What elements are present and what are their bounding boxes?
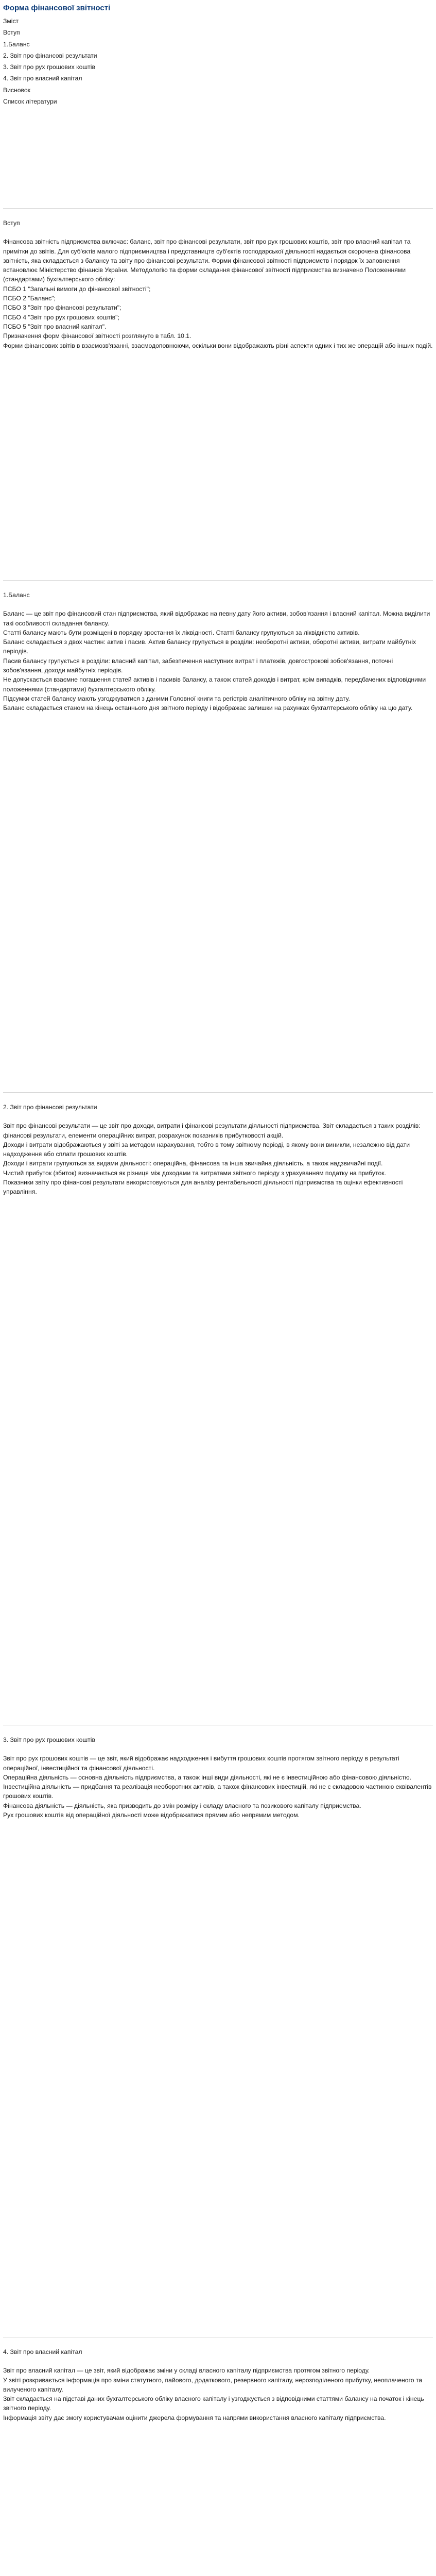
toc-link[interactable]: 1.Баланс <box>3 40 30 48</box>
paragraph: Фінансова звітність підприємства включає: баланс, звіт про фінансові результати, звіт про рух грошових коштів, звіт про власний капітал та примітки до звітів. Для суб'єктів малого підприємництва і представництв суб'єктів господарської діяльності надається скорочена фінансова звітність, яка складається з балансу та звіту про фінансові результати. Форми фінансової звітності підприємств і порядок їх заповнення встановлює Міністерство фінансів України. Методологію та форми складання фінансової звітності підприємства визначено Положеннями (стандартами) бухгалтерського обліку: <box>3 238 411 283</box>
paragraph: ПСБО 5 "Звіт про власний капітал". <box>3 323 107 330</box>
toc-item[interactable] <box>3 51 436 60</box>
toc-item[interactable] <box>3 40 436 49</box>
toc-item[interactable] <box>3 74 436 83</box>
paragraph: Доходи і витрати відображаються у звіті за методом нарахування, тобто в тому звітному періоді, в якому вони виникли, незалежно від дати надходження або сплати грошових коштів. <box>3 1141 410 1158</box>
section-heading: 2. Звіт про фінансові результати <box>3 1104 97 1111</box>
section-intro <box>3 218 433 350</box>
paragraph: Баланс — це звіт про фінансовий стан підприємства, який відображає на певну дату його активи, зобов'язання і власний капітал. Можна виділити такі особливості складання балансу. <box>3 610 430 627</box>
paragraph: Звіт складається на підставі даних бухгалтерського обліку власного капіталу і узгоджується з відповідними статтями балансу на початок і кінець звітного періоду. <box>3 2395 424 2412</box>
paragraph: Рух грошових коштів від операційної діяльності може відображатися прямим або непрямим методом. <box>3 1811 300 1819</box>
paragraph: Підсумки статей балансу мають узгоджуватися з даними Головної книги та регістрів аналітичного обліку на звітну дату. <box>3 694 350 702</box>
toc-item[interactable] <box>3 97 436 106</box>
paragraph: Звіт про фінансові результати — це звіт про доходи, витрати і фінансові результати діяльності підприємства. Звіт складається з таких розділів: фінансові результати, елементи операційних витрат, розрахунок показників прибутковості акцій. <box>3 1122 421 1139</box>
paragraph: Призначення форм фінансової звітності розглянуто в табл. 10.1. <box>3 332 191 340</box>
toc-item[interactable] <box>3 62 436 72</box>
paragraph: Баланс складається станом на кінець останнього дня звітного періоду і відображає залишки на рахунках бухгалтерського обліку на цю дату. <box>3 704 413 712</box>
section-heading: 4. Звіт про власний капітал <box>3 2348 82 2355</box>
paragraph: Доходи і витрати групуються за видами діяльності: операційна, фінансова та інша звичайна діяльність, а також надзвичайні події. <box>3 1160 383 1167</box>
section-balance <box>3 590 433 713</box>
section-heading: 1.Баланс <box>3 591 30 599</box>
paragraph: Форми фінансових звітів в взаємозв'язанні, взаємодоповнюючи, оскільки вони відображають різні аспекти одних і тих же операцій або інших подій. <box>3 342 433 349</box>
paragraph: Пасив балансу групується в розділи: власний капітал, забезпечення наступних витрат і платежів, довгострокові зобов'язання, поточні зобов'язання, доходи майбутніх періодів. <box>3 657 393 674</box>
section-heading: 3. Звіт про рух грошових коштів <box>3 1736 95 1743</box>
page-title: Форма фінансової звітності <box>3 4 111 12</box>
paragraph: У звіті розкривається інформація про зміни статутного, пайового, додаткового, резервного капіталу, нерозподіленого прибутку, неоплаченого та вилученого капіталу. <box>3 2376 423 2393</box>
paragraph: Статті балансу мають бути розміщені в порядку зростання їх ліквідності. Статті балансу групуються за ліквідністю активів. <box>3 629 360 636</box>
paragraph: Звіт про власний капітал — це звіт, який відображає зміни у складі власного капіталу підприємства протягом звітного періоду. <box>3 2367 370 2375</box>
toc-link[interactable]: 2. Звіт про фінансові результати <box>3 52 97 59</box>
paragraph: Чистий прибуток (збиток) визначається як різниця між доходами та витратами звітного періоду з урахуванням податку на прибуток. <box>3 1169 386 1177</box>
section-heading: Вступ <box>3 219 20 227</box>
section-equity <box>3 2347 433 2422</box>
toc-link[interactable]: Список літератури <box>3 98 57 106</box>
toc-link[interactable]: 3. Звіт про рух грошових коштів <box>3 63 95 71</box>
paragraph: ПСБО 1 "Загальні вимоги до фінансової звітності"; <box>3 285 151 293</box>
section-divider <box>3 1092 433 1093</box>
toc-link[interactable]: 4. Звіт про власний капітал <box>3 75 82 82</box>
section-income <box>3 1103 433 1197</box>
toc-link[interactable]: Висновок <box>3 86 30 94</box>
paragraph: ПСБО 3 "Звіт про фінансові результати"; <box>3 304 121 312</box>
table-of-contents <box>0 13 436 106</box>
paragraph: Показники звіту про фінансові результати використовуються для аналізу рентабельності діяльності підприємства та оцінки ефективності управління. <box>3 1179 403 1196</box>
toc-item[interactable] <box>3 86 436 95</box>
paragraph: Фінансова діяльність — діяльність, яка призводить до змін розміру і складу власного та позикового капіталу підприємства. <box>3 1802 361 1809</box>
toc-item[interactable] <box>3 28 436 37</box>
section-divider <box>3 208 433 209</box>
paragraph: Операційна діяльність — основна діяльність підприємства, а також інші види діяльності, які не є інвестиційною або фінансовою діяльністю. <box>3 1773 411 1781</box>
paragraph: Звіт про рух грошових коштів — це звіт, який відображає надходження і вибуття грошових коштів протягом звітного періоду в результаті операційної, інвестиційної та фінансової діяльності. <box>3 1755 399 1772</box>
toc-item[interactable] <box>3 16 436 26</box>
paragraph: Інвестиційна діяльність — придбання та реалізація необоротних активів, а також фінансових інвестицій, які не є складовою частиною еквівалентів грошових коштів. <box>3 1783 432 1800</box>
toc-link[interactable]: Зміст <box>3 18 19 25</box>
section-divider <box>3 580 433 581</box>
section-cashflow <box>3 1735 433 1820</box>
paragraph: Інформація звіту дає змогу користувачам оцінити джерела формування та напрями використання власного капіталу підприємства. <box>3 2414 386 2421</box>
paragraph: Баланс складається з двох частин: актив і пасив. Актив балансу групується в розділи: необоротні активи, оборотні активи, витрати майбутніх періодів. <box>3 638 416 655</box>
paragraph: ПСБО 4 "Звіт про рух грошових коштів"; <box>3 313 119 321</box>
paragraph: Не допускається взаємне погашення статей активів і пасивів балансу, а також статей доходів і витрат, крім випадків, передбачених відповідними положеннями (стандартами) бухгалтерського обліку. <box>3 676 426 693</box>
paragraph: ПСБО 2 "Баланс"; <box>3 295 56 302</box>
toc-link[interactable]: Вступ <box>3 29 20 37</box>
